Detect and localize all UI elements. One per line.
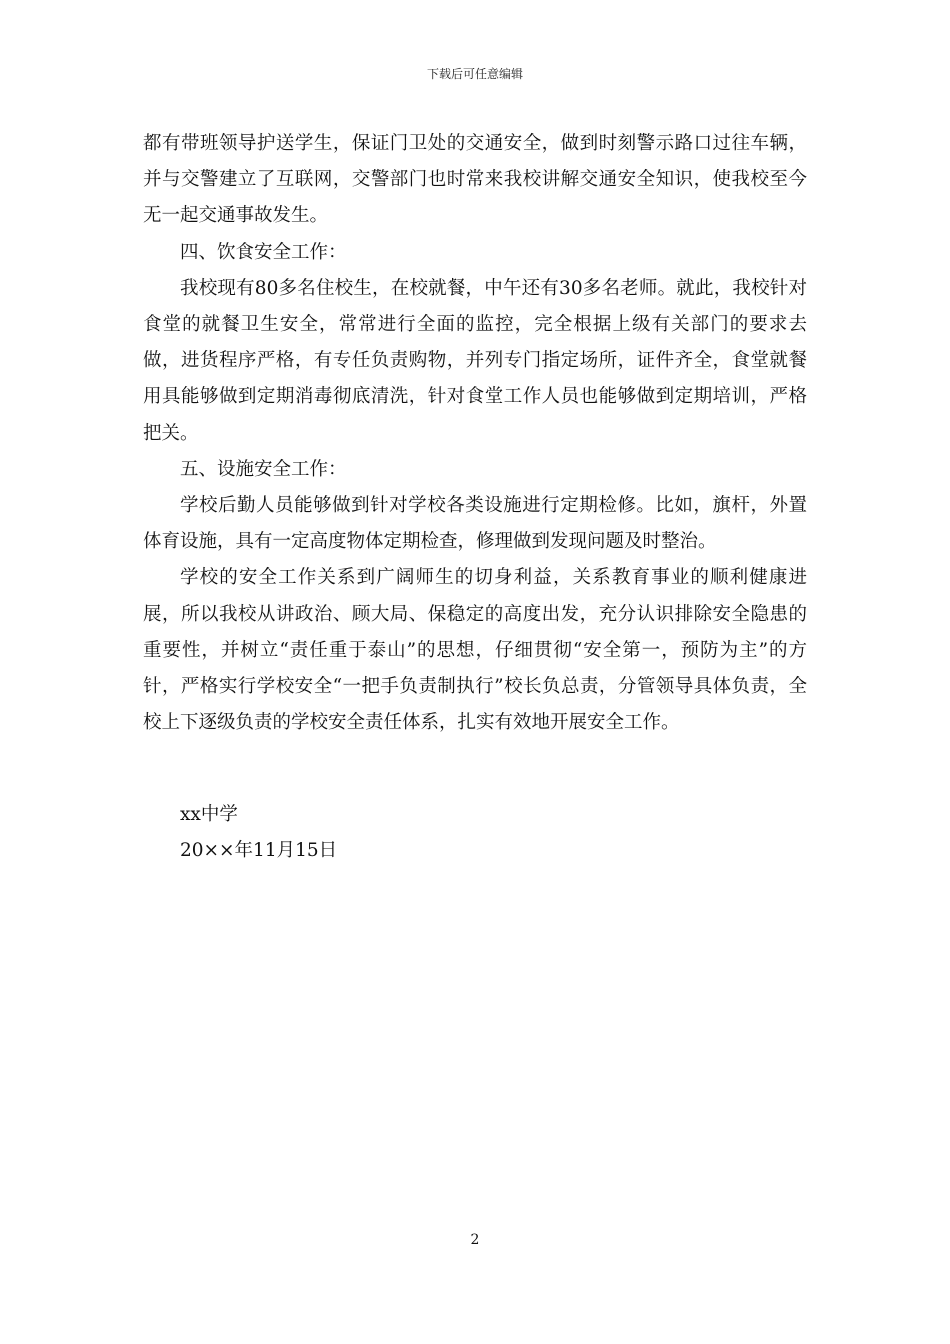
signature-date: 20××年11月15日 <box>180 840 338 862</box>
signature-school: xx中学 <box>180 804 238 825</box>
paragraph-food-safety: 我校现有80多名住校生，在校就餐，中午还有30多名老师。就此，我校针对食堂的就餐卫生安全，常常进行全面的监控，完全根据上级有关部门的要求去做，进货程序严格，有专任负责购物，并列专门指定场所，证件齐全，食堂就餐用具能够做到定期消毒彻底清洗，针对食堂工作人员也能够做到定期培训，严格把关。 <box>143 277 807 444</box>
signature-block <box>180 797 337 869</box>
document-body <box>143 126 807 741</box>
section-heading-facility-safety: 五、设施安全工作： <box>180 458 347 480</box>
section-heading-food-safety: 四、饮食安全工作： <box>180 241 347 263</box>
paragraph-traffic-safety-continued: 都有带班领导护送学生，保证门卫处的交通安全，做到时刻警示路口过往车辆，并与交警建立了互联网，交警部门也时常来我校讲解交通安全知识，使我校至今无一起交通事故发生。 <box>143 133 807 227</box>
paragraph-conclusion: 学校的安全工作关系到广阔师生的切身利益，关系教育事业的顺利健康进展，所以我校从讲政治、顾大局、保稳定的高度出发，充分认识排除安全隐患的重要性，并树立“责任重于泰山”的思想，仔细贯彻“安全第一，预防为主”的方针，严格实行学校安全“一把手负责制执行”校长负总责，分管领导具体负责，全校上下逐级负责的学校安全责任体系，扎实有效地开展安全工作。 <box>143 567 807 734</box>
paragraph-facility-safety: 学校后勤人员能够做到针对学校各类设施进行定期检修。比如，旗杆，外置体育设施，具有一定高度物体定期检查，修理做到发现问题及时整治。 <box>143 495 807 553</box>
page-number: 2 <box>470 1232 480 1248</box>
page-header: 下载后可任意编辑 <box>426 67 523 81</box>
